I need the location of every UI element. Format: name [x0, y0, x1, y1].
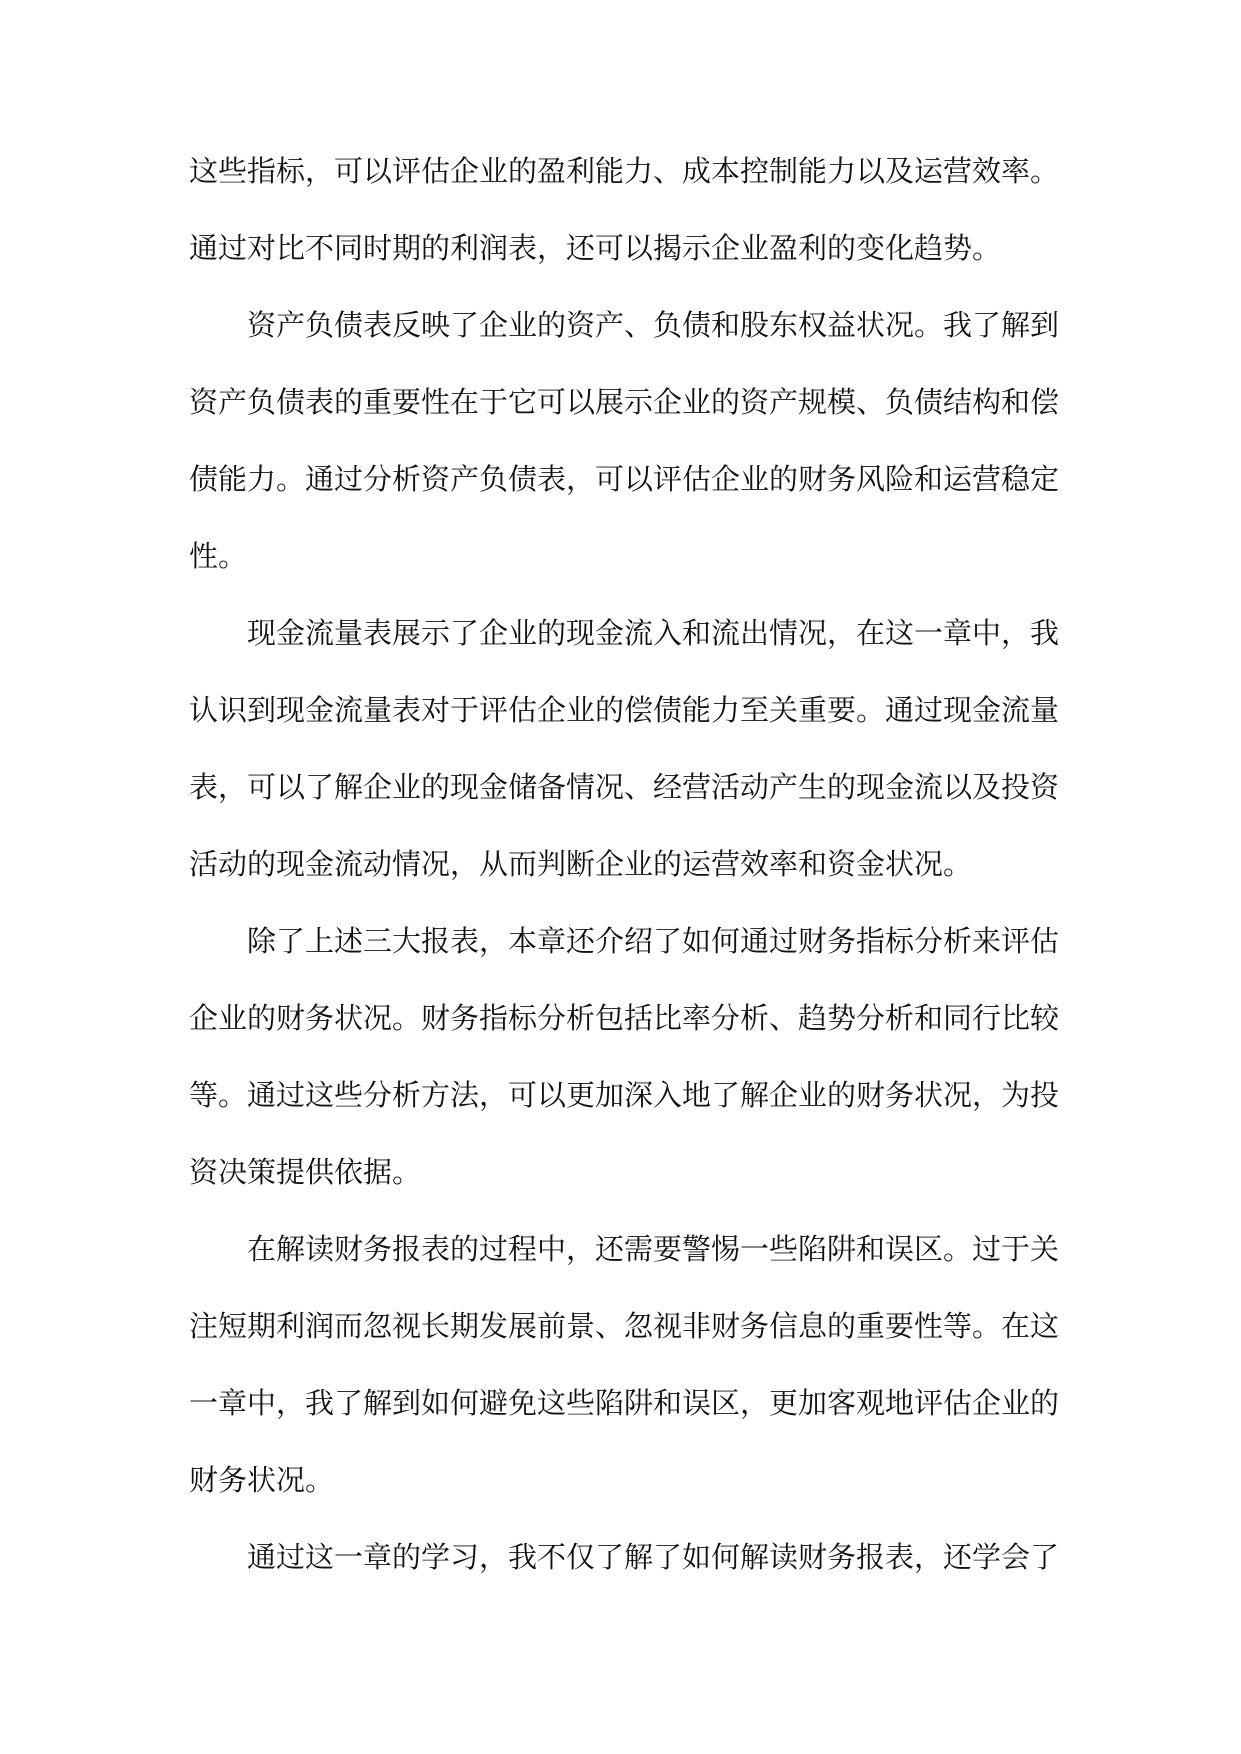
text-line: 资决策提供依据。 — [189, 1155, 422, 1189]
text-line: 财务状况。 — [189, 1463, 335, 1497]
text-line: 除了上述三大报表，本章还介绍了如何通过财务指标分析来评估 — [247, 924, 1060, 958]
paragraph-pitfalls — [189, 1217, 1069, 1525]
text-line: 一章中，我了解到如何避免这些陷阱和误区，更加客观地评估企业的 — [189, 1386, 1060, 1420]
text-line: 认识到现金流量表对于评估企业的偿债能力至关重要。通过现金流量 — [189, 693, 1060, 727]
text-line: 现金流量表展示了企业的现金流入和流出情况，在这一章中，我 — [247, 616, 1060, 650]
paragraph-cash-flow — [189, 601, 1069, 909]
text-line: 在解读财务报表的过程中，还需要警惕一些陷阱和误区。过于关 — [247, 1232, 1060, 1266]
text-line: 注短期利润而忽视长期发展前景、忽视非财务信息的重要性等。在这 — [189, 1309, 1060, 1343]
text-line: 通过对比不同时期的利润表，还可以揭示企业盈利的变化趋势。 — [189, 231, 1002, 265]
text-line: 资产负债表的重要性在于它可以展示企业的资产规模、负债结构和偿 — [189, 385, 1060, 419]
paragraph-conclusion — [189, 1525, 1069, 1602]
text-line: 等。通过这些分析方法，可以更加深入地了解企业的财务状况，为投 — [189, 1078, 1060, 1112]
text-line: 表，可以了解企业的现金储备情况、经营活动产生的现金流以及投资 — [189, 770, 1060, 804]
text-line: 通过这一章的学习，我不仅了解了如何解读财务报表，还学会了 — [247, 1540, 1060, 1574]
text-line: 债能力。通过分析资产负债表，可以评估企业的财务风险和运营稳定 — [189, 462, 1060, 496]
text-line: 性。 — [189, 539, 248, 573]
text-line: 活动的现金流动情况，从而判断企业的运营效率和资金状况。 — [189, 847, 973, 881]
text-line: 资产负债表反映了企业的资产、负债和股东权益状况。我了解到 — [247, 308, 1060, 342]
document-body — [189, 139, 1069, 1602]
text-line: 这些指标，可以评估企业的盈利能力、成本控制能力以及运营效率。 — [189, 154, 1060, 188]
paragraph-financial-indicators — [189, 909, 1069, 1217]
text-line: 企业的财务状况。财务指标分析包括比率分析、趋势分析和同行比较 — [189, 1001, 1060, 1035]
paragraph-continuation — [189, 139, 1069, 293]
paragraph-balance-sheet — [189, 293, 1069, 601]
